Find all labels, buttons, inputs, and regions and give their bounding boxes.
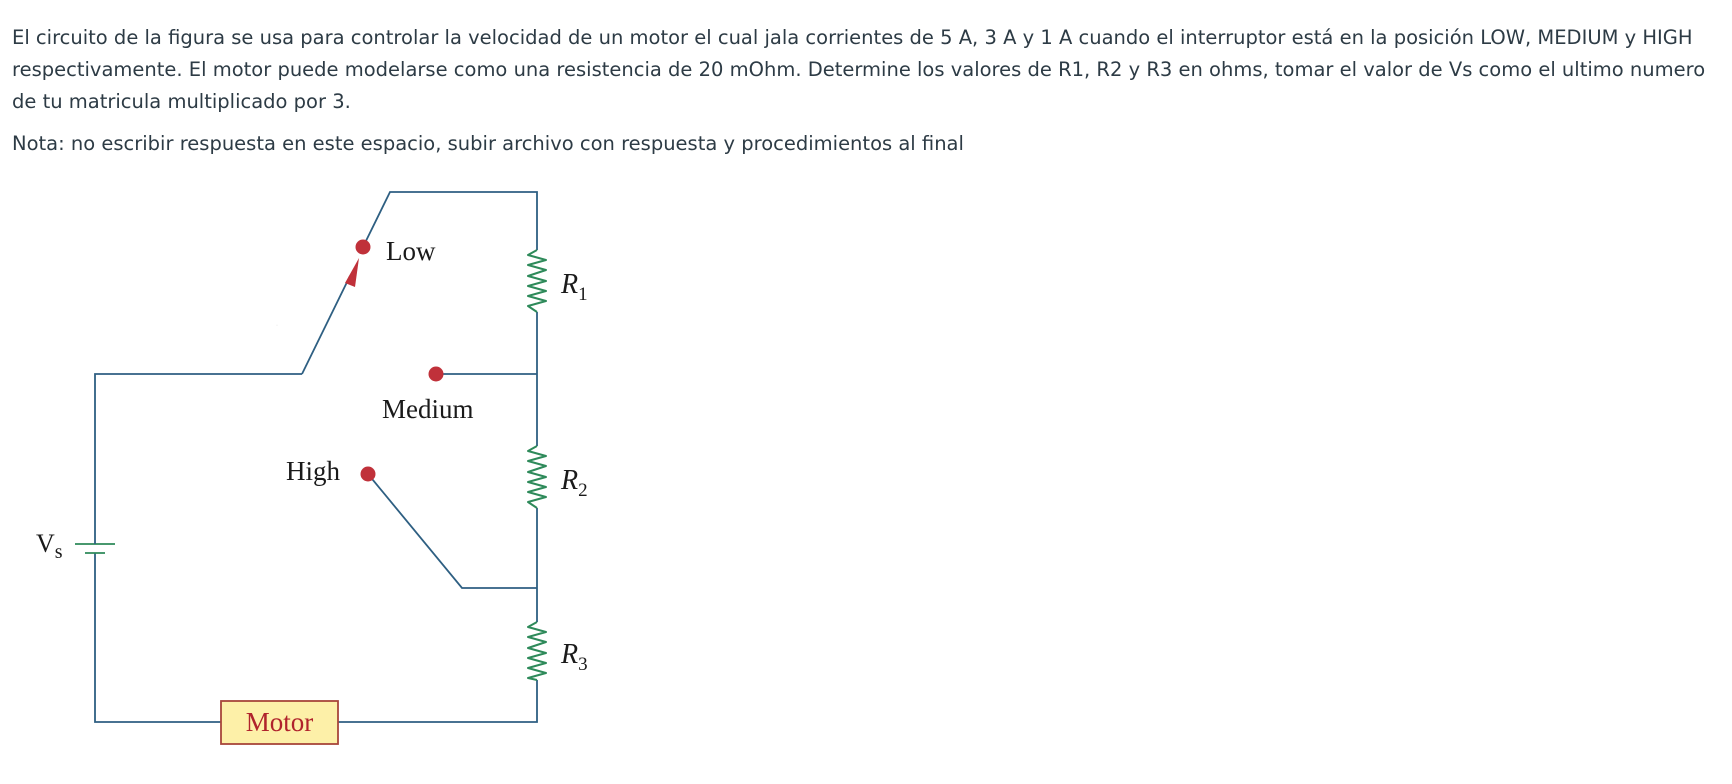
vs-subscript: s [54,541,63,563]
resistor-r1-icon [528,250,546,312]
medium-contact-icon [429,367,444,382]
motor-label: Motor [245,707,314,737]
r1-label [560,269,588,305]
r1-symbol: R [561,269,579,300]
switch-pivot-mark: · [276,323,278,329]
source-battery-icon [75,544,115,553]
resistor-r2-icon [528,446,546,508]
high-label: High [286,456,340,486]
left-rail-bottom-wire [95,553,221,722]
switch-arrow-icon [345,258,359,287]
resistor-r3-icon [528,622,546,680]
question-paragraph: El circuito de la figura se usa para controlar la velocidad de un motor el cual jala corrientes de 5 A, 3 A y 1 A cuando el interruptor está en la posición LOW, MEDIUM y HIGH respectivamente. El motor puede modelarse como una resistencia de 20 mOhm. Determine los valores de R1, R2 y R3 en ohms, tomar el valor de Vs como el ultimo numero de tu matricula multiplicado por 3. [12,26,1706,113]
high-contact-icon [361,467,376,482]
r2-label [560,465,588,501]
r1-subscript: 1 [578,284,588,305]
bottom-right-wire [338,680,537,722]
vs-label [36,529,63,563]
switch-blade [302,276,350,374]
r3-symbol: R [561,639,579,670]
high-contact-wire [368,474,537,588]
low-label: Low [386,236,436,266]
r2-symbol: R [561,465,579,496]
r2-subscript: 2 [578,480,588,501]
r3-subscript: 3 [578,654,588,675]
r3-label [560,639,588,675]
question-note: Nota: no escribir respuesta en este espacio, subir archivo con respuesta y procedimientos al final [12,132,964,155]
medium-label: Medium [382,394,474,424]
switch-feed-wire [95,374,302,535]
vs-symbol: V [36,529,55,558]
low-contact-icon [356,240,371,255]
